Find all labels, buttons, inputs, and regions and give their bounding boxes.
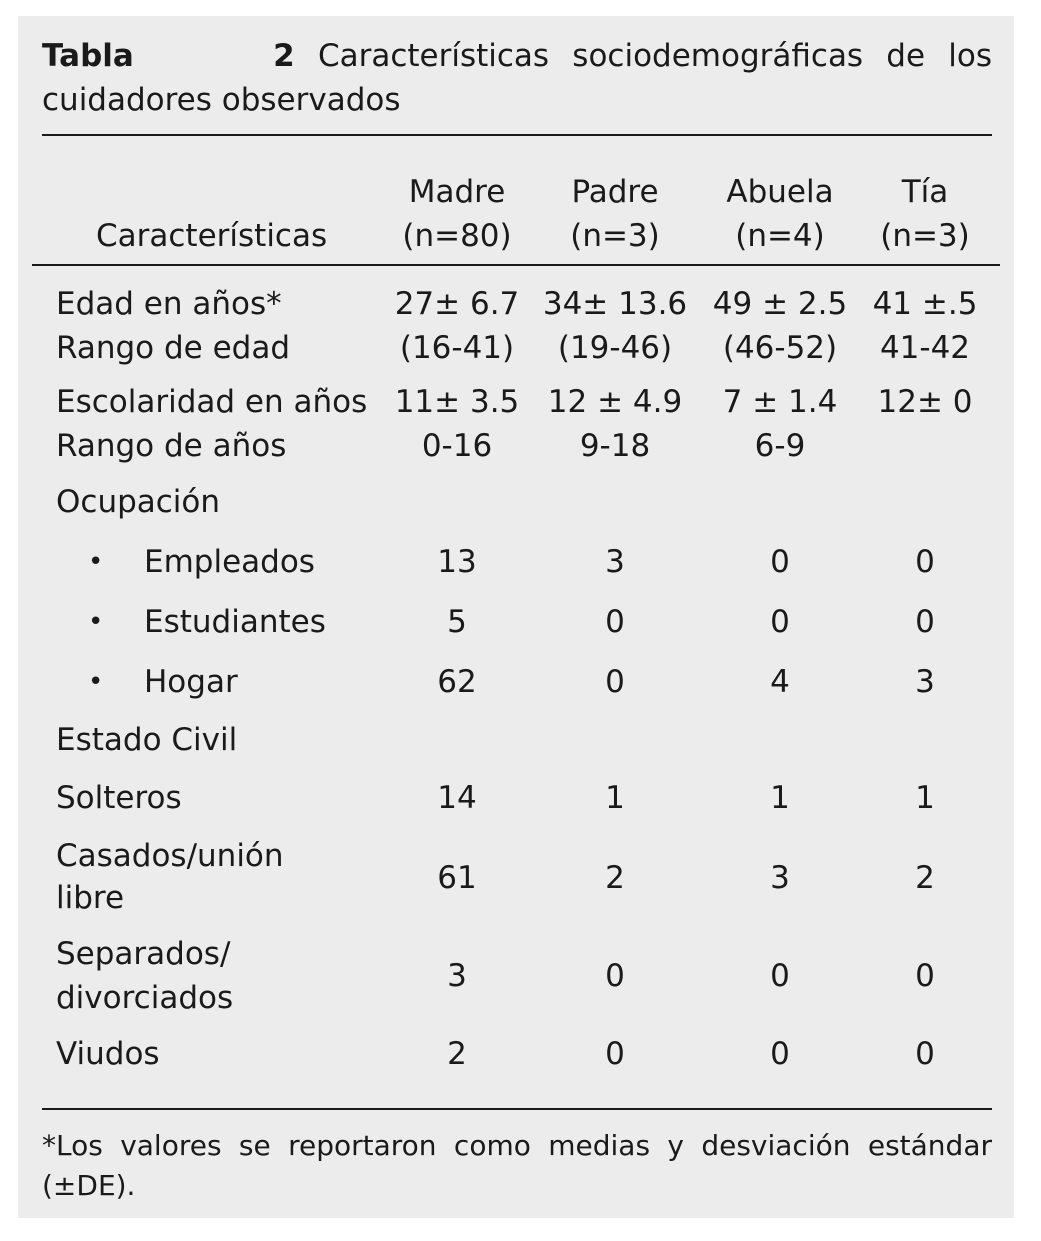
cell-hogar-padre: 0 [605,664,625,700]
caption-label: Tabla [42,38,134,74]
row-label-estudiantes: Estudiantes [144,604,326,640]
header-padre-name: Padre [571,174,659,210]
header-tia-name: Tía [901,174,949,210]
row-label-hogar: Hogar [144,664,238,700]
cell-edad-madre: 27± 6.7 [394,286,520,322]
table-caption [42,34,992,122]
cell-rango-edad-tia: 41-42 [879,330,971,366]
row-label-casados-line1: Casados/unión [56,838,284,874]
caption-rule [42,134,992,136]
cell-separados-padre: 0 [605,958,625,994]
cell-separados-madre: 3 [447,958,467,994]
header-madre-n: (n=80) [402,218,512,254]
caption-title: Características sociodemográficas de los cuidadores observados [42,38,993,118]
table-panel [18,16,1014,1218]
cell-estudiantes-madre: 5 [447,604,467,640]
bullet-icon: • [88,607,104,637]
cell-escolaridad-abuela: 7 ± 1.4 [722,384,838,420]
header-padre-n: (n=3) [570,218,660,254]
header-rule [32,264,1000,266]
cell-edad-padre: 34± 13.6 [542,286,688,322]
header-characteristics: Características [96,218,328,254]
cell-solteros-tia: 1 [915,780,935,816]
cell-estudiantes-padre: 0 [605,604,625,640]
cell-casados-abuela: 3 [770,860,790,896]
row-label-separados-line1: Separados/ [56,936,231,972]
cell-rango-edad-abuela: (46-52) [722,330,838,366]
cell-estudiantes-tia: 0 [915,604,935,640]
cell-casados-tia: 2 [915,860,935,896]
cell-viudos-abuela: 0 [770,1036,790,1072]
cell-empleados-tia: 0 [915,544,935,580]
cell-edad-tia: 41 ±.5 [872,286,978,322]
cell-rango-anos-padre: 9-18 [579,428,651,464]
cell-solteros-padre: 1 [605,780,625,816]
row-label-ocupacion: Ocupación [56,484,221,520]
header-abuela-name: Abuela [726,174,834,210]
cell-escolaridad-madre: 11± 3.5 [394,384,520,420]
cell-rango-edad-padre: (19-46) [557,330,673,366]
caption-number: 2 [273,38,295,74]
bullet-icon: • [88,667,104,697]
row-label-escolaridad: Escolaridad en años [56,384,368,420]
cell-viudos-tia: 0 [915,1036,935,1072]
row-label-rango-edad: Rango de edad [56,330,291,366]
cell-empleados-madre: 13 [437,544,477,580]
cell-viudos-madre: 2 [447,1036,467,1072]
cell-rango-edad-madre: (16-41) [399,330,515,366]
header-tia-n: (n=3) [880,218,970,254]
cell-edad-abuela: 49 ± 2.5 [712,286,848,322]
cell-separados-abuela: 0 [770,958,790,994]
row-label-rango-anos: Rango de años [56,428,287,464]
cell-casados-madre: 61 [437,860,477,896]
row-label-estado-civil: Estado Civil [56,722,238,758]
cell-rango-anos-abuela: 6-9 [754,428,806,464]
cell-rango-anos-madre: 0-16 [421,428,493,464]
cell-casados-padre: 2 [605,860,625,896]
cell-solteros-abuela: 1 [770,780,790,816]
cell-hogar-madre: 62 [437,664,477,700]
cell-escolaridad-tia: 12± 0 [877,384,973,420]
cell-separados-tia: 0 [915,958,935,994]
header-madre-name: Madre [408,174,506,210]
row-label-viudos: Viudos [56,1036,160,1072]
cell-estudiantes-abuela: 0 [770,604,790,640]
cell-empleados-abuela: 0 [770,544,790,580]
table-footnote: *Los valores se reportaron como medias y desviación estándar (±DE). [42,1129,992,1202]
header-abuela-n: (n=4) [735,218,825,254]
row-label-casados-line2: libre [56,880,125,916]
cell-hogar-tia: 3 [915,664,935,700]
bullet-icon: • [88,547,104,577]
cell-hogar-abuela: 4 [770,664,790,700]
cell-viudos-padre: 0 [605,1036,625,1072]
cell-empleados-padre: 3 [605,544,625,580]
cell-escolaridad-padre: 12 ± 4.9 [547,384,683,420]
footer-rule [42,1108,992,1110]
row-label-separados-line2: divorciados [56,980,234,1016]
cell-solteros-madre: 14 [437,780,477,816]
row-label-empleados: Empleados [144,544,315,580]
row-label-edad: Edad en años* [56,286,282,322]
row-label-solteros: Solteros [56,780,182,816]
